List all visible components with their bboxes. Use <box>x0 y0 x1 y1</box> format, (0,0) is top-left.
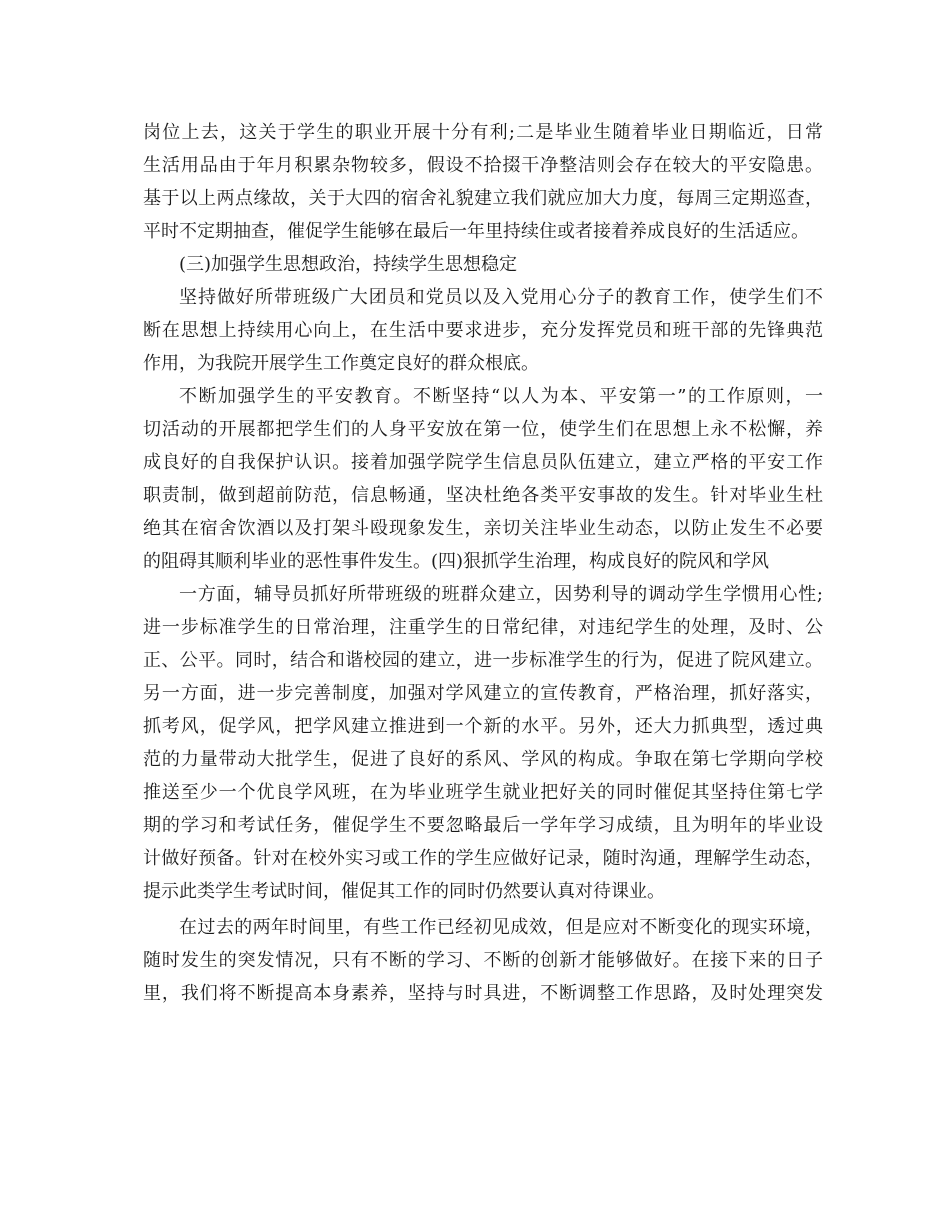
text-line: 绝其在宿舍饮酒以及打架斗殴现象发生，亲切关注毕业生动态，以防止发生不必要 <box>143 518 823 539</box>
text-line: 坚持做好所带班级广大团员和党员以及入党用心分子的教育工作，使学生们不 <box>179 287 823 308</box>
text-line: 生活用品由于年月积累杂物较多，假设不拾掇干净整洁则会存在较大的平安隐患。 <box>143 155 823 176</box>
text-line: 进一步标准学生的日常治理，注重学生的日常纪律，对违纪学生的处理，及时、公 <box>143 617 823 638</box>
document-body <box>143 116 823 1010</box>
text-line: 岗位上去，这关于学生的职业开展十分有利;二是毕业生随着毕业日期临近，日常 <box>143 122 823 143</box>
text-line: 切活动的开展都把学生们的人身平安放在第一位，使学生们在思想上永不松懈，养 <box>143 419 823 440</box>
text-line: 期的学习和考试任务，催促学生不要忽略最后一学年学习成绩，且为明年的毕业设 <box>143 815 823 836</box>
text-line: 提示此类学生考试时间，催促其工作的同时仍然要认真对待课业。 <box>143 881 665 902</box>
text-line: 的阻碍其顺利毕业的恶性事件发生。(四)狠抓学生治理，构成良好的院风和学风 <box>143 551 770 572</box>
text-line: 职责制，做到超前防范，信息畅通，坚决杜绝各类平安事故的发生。针对毕业生杜 <box>143 485 823 506</box>
text-line: 一方面，辅导员抓好所带班级的班群众建立，因势利导的调动学生学惯用心性; <box>179 584 823 605</box>
text-line: 基于以上两点缘故，关于大四的宿舍礼貌建立我们就应加大力度，每周三定期巡查， <box>143 188 823 209</box>
text-line: 在过去的两年时间里，有些工作已经初见成效，但是应对不断变化的现实环境， <box>179 917 823 938</box>
text-line: 随时发生的突发情况，只有不断的学习、不断的创新才能够做好。在接下来的日子 <box>143 950 823 971</box>
text-line: 范的力量带动大批学生，促进了良好的系风、学风的构成。争取在第七学期向学校 <box>143 749 823 770</box>
section-heading: (三)加强学生思想政治，持续学生思想稳定 <box>179 254 518 275</box>
text-line: 推送至少一个优良学风班，在为毕业班学生就业把好关的同时催促其坚持住第七学 <box>143 782 823 803</box>
text-line: 断在思想上持续用心向上，在生活中要求进步，充分发挥党员和班干部的先锋典范 <box>143 320 823 341</box>
text-line: 作用，为我院开展学生工作奠定良好的群众根底。 <box>143 353 539 374</box>
text-line: 计做好预备。针对在校外实习或工作的学生应做好记录，随时沟通，理解学生动态， <box>143 848 823 869</box>
text-line: 平时不定期抽查，催促学生能够在最后一年里持续住或者接着养成良好的生活适应。 <box>143 221 809 242</box>
text-line: 正、公平。同时，结合和谐校园的建立，进一步标准学生的行为，促进了院风建立。 <box>143 650 823 671</box>
text-line: 成良好的自我保护认识。接着加强学院学生信息员队伍建立，建立严格的平安工作 <box>143 452 823 473</box>
text-line: 不断加强学生的平安教育。不断坚持“以人为本、平安第一”的工作原则，一 <box>179 386 823 407</box>
text-line: 里，我们将不断提高本身素养，坚持与时具进，不断调整工作思路，及时处理突发 <box>143 983 823 1004</box>
text-line: 抓考风，促学风，把学风建立推进到一个新的水平。另外，还大力抓典型，透过典 <box>143 716 823 737</box>
text-line: 另一方面，进一步完善制度，加强对学风建立的宣传教育，严格治理，抓好落实， <box>143 683 823 704</box>
